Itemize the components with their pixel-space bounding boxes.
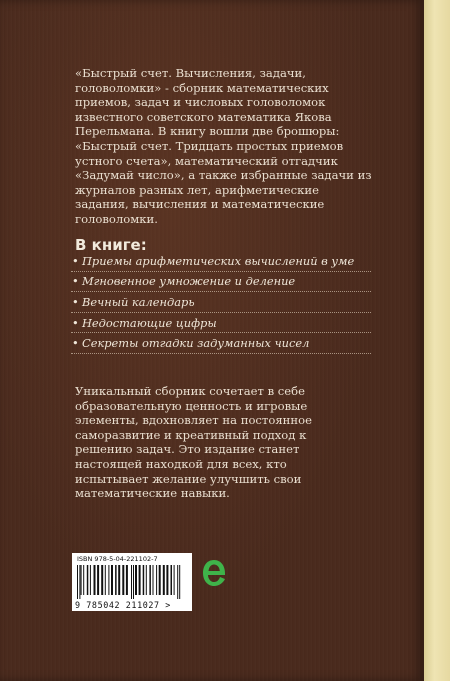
barcode-bar bbox=[177, 565, 178, 599]
barcode-bar bbox=[149, 565, 151, 595]
book-description: «Быстрый счет. Вычисления, задачи, головоломки» - сборник математических приемов, задач и числовых головоломок известного советского математика Якова Перельмана. В книгу вошли две брошюры: «Быстрый счет. Тридцать простых приемов устного счета», математический отгадчик «Задумай число», а также избранные задачи из журналов разных лет, арифметические задания, вычисления и математические головоломки. bbox=[75, 66, 372, 226]
barcode-bar bbox=[171, 565, 173, 595]
barcode-bar bbox=[101, 565, 103, 595]
barcode-bar bbox=[83, 565, 84, 595]
list-item bbox=[71, 251, 371, 272]
list-item-text: Вечный календарь bbox=[82, 294, 195, 309]
barcode-bar bbox=[97, 565, 99, 595]
list-item bbox=[71, 272, 371, 293]
barcode-bar bbox=[159, 565, 161, 595]
barcode-bar bbox=[131, 565, 132, 599]
barcode-bar bbox=[94, 565, 96, 595]
barcode-bar bbox=[156, 565, 157, 595]
list-item bbox=[71, 292, 371, 313]
barcode-bar bbox=[133, 565, 134, 599]
bullet-icon: • bbox=[72, 274, 79, 289]
barcode-bar bbox=[105, 565, 106, 595]
barcode-bar bbox=[163, 565, 165, 595]
barcode-bar bbox=[135, 565, 137, 595]
barcode-label bbox=[72, 553, 192, 611]
barcode-bar bbox=[77, 565, 78, 599]
book-summary: Уникальный сборник сочетает в себе образовательную ценность и игровые элементы, вдохновляет на постоянное саморазвитие и креативный подход к решению задач. Это издание станет настоящей находкой для всех, кто испытывает желание улучшить свои математические навыки. bbox=[75, 384, 312, 501]
barcode-bar bbox=[153, 565, 154, 595]
contents-list bbox=[71, 251, 371, 354]
list-item bbox=[71, 313, 371, 334]
barcode-bar bbox=[143, 565, 145, 595]
barcode-icon bbox=[75, 565, 189, 599]
barcode-bar bbox=[81, 565, 82, 595]
list-item-text: Недостающие цифры bbox=[82, 315, 217, 330]
list-item-text: Приемы арифметических вычислений в уме bbox=[82, 253, 355, 268]
page-edge bbox=[424, 0, 450, 681]
barcode-bar bbox=[90, 565, 91, 595]
isbn-number: ISBN 978-5-04-221102-7 bbox=[77, 555, 158, 563]
bullet-icon: • bbox=[72, 336, 79, 351]
list-item-text: Секреты отгадки задуманных чисел bbox=[82, 336, 310, 351]
barcode-bar bbox=[108, 565, 109, 595]
bullet-icon: • bbox=[72, 315, 79, 330]
publisher-logo-icon bbox=[201, 556, 227, 590]
barcode-bar bbox=[166, 565, 168, 595]
contents-heading: В книге: bbox=[75, 236, 147, 254]
barcode-bar bbox=[174, 565, 175, 595]
barcode-bar bbox=[79, 565, 80, 599]
list-item-text: Мгновенное умножение и деление bbox=[82, 274, 296, 289]
barcode-bar bbox=[139, 565, 141, 595]
barcode-bar bbox=[122, 565, 124, 595]
bullet-icon: • bbox=[72, 253, 79, 268]
barcode-bar bbox=[179, 565, 180, 599]
barcode-bar bbox=[146, 565, 147, 595]
barcode-bar bbox=[126, 565, 128, 595]
list-item bbox=[71, 333, 371, 354]
barcode-bar bbox=[111, 565, 113, 595]
barcode-bar bbox=[87, 565, 89, 595]
barcode-bar bbox=[115, 565, 117, 595]
bullet-icon: • bbox=[72, 294, 79, 309]
barcode-bar bbox=[118, 565, 120, 595]
barcode-digits: 9 785042 211027 > bbox=[75, 600, 171, 610]
